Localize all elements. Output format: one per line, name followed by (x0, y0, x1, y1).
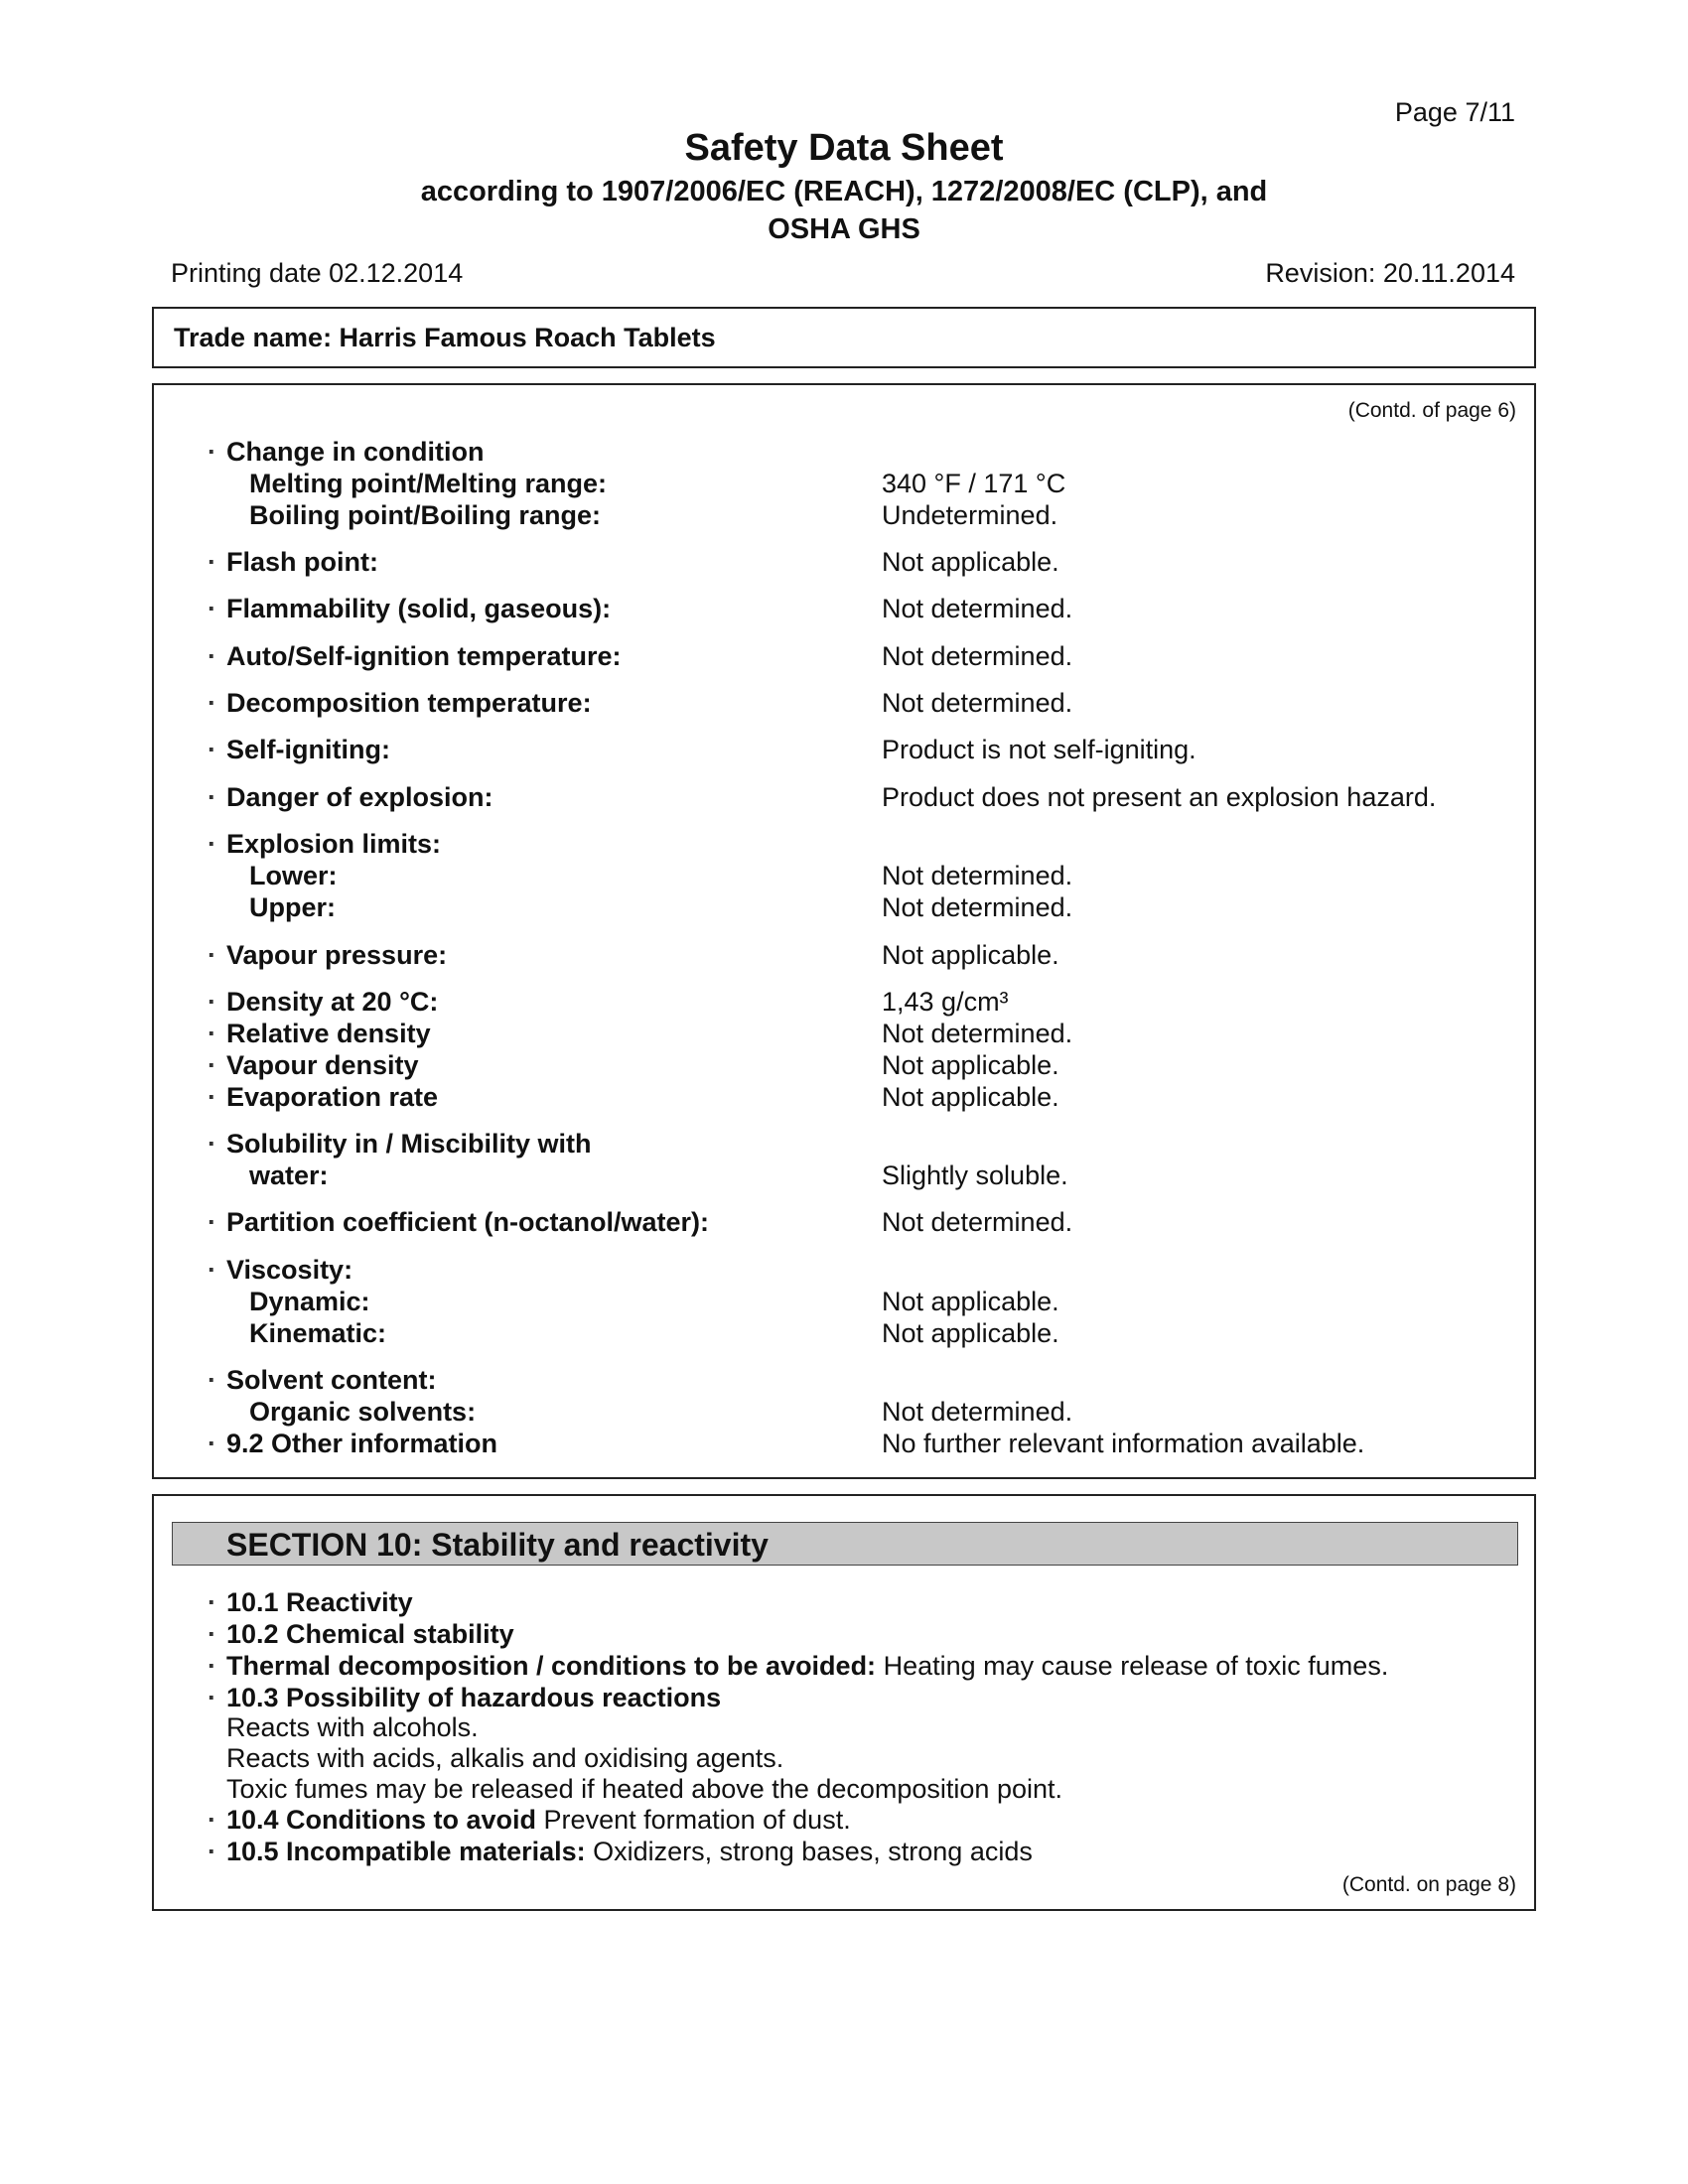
boiling-point-label: Boiling point/Boiling range: (249, 500, 601, 530)
melting-point-label: Melting point/Melting range: (249, 469, 607, 498)
bullet: · (208, 641, 216, 671)
conditions-to-avoid-value: Prevent formation of dust. (543, 1805, 851, 1835)
flash-point-label: Flash point: (226, 547, 378, 577)
other-information-value: No further relevant information available. (882, 1429, 1365, 1458)
decomposition-value: Not determined. (882, 688, 1073, 718)
solvent-content-label: Solvent content: (226, 1365, 437, 1395)
bullet: · (208, 1837, 216, 1866)
organic-solvents-label: Organic solvents: (249, 1397, 477, 1427)
bullet: · (208, 1429, 216, 1458)
self-igniting-value: Product is not self-igniting. (882, 735, 1196, 764)
conditions-to-avoid-line (226, 1805, 851, 1836)
subtitle-line-1: according to 1907/2006/EC (REACH), 1272/2008/EC (CLP), and (420, 176, 1268, 207)
autoignition-label: Auto/Self-ignition temperature: (226, 641, 622, 671)
vapour-pressure-value: Not applicable. (882, 940, 1059, 970)
bullet: · (208, 940, 216, 970)
thermal-decomposition-label: Thermal decomposition / conditions to be avoided: (226, 1651, 877, 1681)
page-number: Page 7/11 (1394, 97, 1515, 127)
partition-coefficient-value: Not determined. (882, 1207, 1073, 1237)
bullet: · (208, 1365, 216, 1395)
relative-density-label: Relative density (226, 1019, 431, 1048)
organic-solvents-value: Not determined. (882, 1397, 1073, 1427)
water-value: Slightly soluble. (882, 1160, 1068, 1190)
bullet: · (208, 1082, 216, 1112)
document-title: Safety Data Sheet (684, 127, 1004, 169)
bullet: · (208, 437, 216, 467)
section-10-header (172, 1522, 1518, 1566)
density-value: 1,43 g/cm³ (882, 987, 1009, 1017)
reactivity-heading: 10.1 Reactivity (226, 1587, 413, 1617)
conditions-to-avoid-label: 10.4 Conditions to avoid (226, 1805, 537, 1835)
self-igniting-label: Self-igniting: (226, 735, 390, 764)
change-in-condition-label: Change in condition (226, 437, 485, 467)
flash-point-value: Not applicable. (882, 547, 1059, 577)
thermal-decomposition-line (226, 1651, 1388, 1682)
revision-date: Revision: 20.11.2014 (1265, 258, 1515, 288)
contd-on-note: (Contd. on page 8) (1341, 1873, 1516, 1896)
incompatible-materials-label: 10.5 Incompatible materials: (226, 1837, 586, 1866)
other-information-label: 9.2 Other information (226, 1429, 498, 1458)
evaporation-rate-value: Not applicable. (882, 1082, 1059, 1112)
bullet: · (208, 735, 216, 764)
hazard-line-3: Toxic fumes may be released if heated above the decomposition point. (226, 1774, 1062, 1804)
bullet: · (208, 547, 216, 577)
trade-name-box (152, 307, 1536, 368)
bullet: · (208, 594, 216, 623)
flammability-label: Flammability (solid, gaseous): (226, 594, 612, 623)
chemical-stability-heading: 10.2 Chemical stability (226, 1619, 514, 1649)
bullet: · (208, 1683, 216, 1712)
vapour-density-label: Vapour density (226, 1050, 419, 1080)
autoignition-value: Not determined. (882, 641, 1073, 671)
explosion-danger-label: Danger of explosion: (226, 782, 493, 812)
bullet: · (208, 1651, 216, 1681)
bullet: · (208, 829, 216, 859)
bullet: · (208, 1050, 216, 1080)
lower-limit-value: Not determined. (882, 861, 1073, 890)
explosion-danger-value: Product does not present an explosion hazard. (882, 782, 1437, 812)
section-10-box (152, 1494, 1536, 1911)
bullet: · (208, 1207, 216, 1237)
contd-from-note: (Contd. of page 6) (1347, 399, 1516, 422)
water-label: water: (249, 1160, 329, 1190)
bullet: · (208, 1587, 216, 1617)
explosion-limits-label: Explosion limits: (226, 829, 442, 859)
bullet: · (208, 688, 216, 718)
upper-limit-label: Upper: (249, 892, 336, 922)
bullet: · (208, 1129, 216, 1159)
melting-point-value: 340 °F / 171 °C (882, 469, 1066, 498)
vapour-density-value: Not applicable. (882, 1050, 1059, 1080)
incompatible-materials-line (226, 1837, 1033, 1867)
solubility-label: Solubility in / Miscibility with (226, 1129, 592, 1159)
document-subtitle (0, 173, 1688, 248)
hazard-line-2: Reacts with acids, alkalis and oxidising agents. (226, 1743, 784, 1773)
bullet: · (208, 1019, 216, 1048)
dynamic-value: Not applicable. (882, 1287, 1059, 1316)
printing-date: Printing date 02.12.2014 (171, 258, 464, 288)
subtitle-line-2: OSHA GHS (768, 213, 920, 245)
partition-coefficient-label: Partition coefficient (n-octanol/water): (226, 1207, 710, 1237)
evaporation-rate-label: Evaporation rate (226, 1082, 439, 1112)
density-label: Density at 20 °C: (226, 987, 439, 1017)
decomposition-label: Decomposition temperature: (226, 688, 592, 718)
bullet: · (208, 1805, 216, 1835)
viscosity-label: Viscosity: (226, 1255, 353, 1285)
bullet: · (208, 1255, 216, 1285)
hazard-line-1: Reacts with alcohols. (226, 1712, 479, 1742)
boiling-point-value: Undetermined. (882, 500, 1058, 530)
thermal-decomposition-value: Heating may cause release of toxic fumes. (883, 1651, 1389, 1681)
hazardous-reactions-heading: 10.3 Possibility of hazardous reactions (226, 1683, 722, 1712)
upper-limit-value: Not determined. (882, 892, 1073, 922)
lower-limit-label: Lower: (249, 861, 338, 890)
bullet: · (208, 987, 216, 1017)
relative-density-value: Not determined. (882, 1019, 1073, 1048)
incompatible-materials-value: Oxidizers, strong bases, strong acids (593, 1837, 1033, 1866)
kinematic-value: Not applicable. (882, 1318, 1059, 1348)
bullet: · (208, 1619, 216, 1649)
dynamic-label: Dynamic: (249, 1287, 370, 1316)
bullet: · (208, 782, 216, 812)
properties-box (152, 383, 1536, 1479)
kinematic-label: Kinematic: (249, 1318, 387, 1348)
trade-name: Trade name: Harris Famous Roach Tablets (174, 323, 716, 352)
section-10-title: SECTION 10: Stability and reactivity (226, 1527, 769, 1563)
vapour-pressure-label: Vapour pressure: (226, 940, 448, 970)
flammability-value: Not determined. (882, 594, 1073, 623)
